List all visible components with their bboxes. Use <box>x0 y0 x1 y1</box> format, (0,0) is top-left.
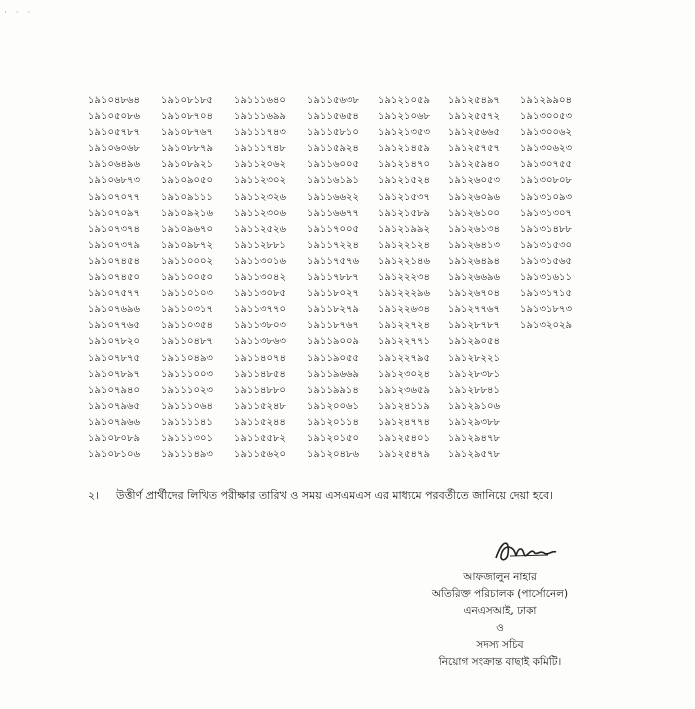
roll-number: ১৯১০৭৯৬৫ <box>88 400 140 412</box>
roll-number: ১৯১০৪৮৬৪ <box>88 95 140 106</box>
roll-number: ১৯১১৩৮০৩ <box>234 320 286 332</box>
roll-number: ১৯১০৭৬৯৬ <box>88 304 140 316</box>
signatory-committee: নিয়োগ সংক্রান্ত বাছাই কমিটি। <box>438 656 562 668</box>
signatory-role: সদস্য সচিব <box>476 639 524 651</box>
roll-number: ১৯১১১৩০১ <box>161 432 213 444</box>
roll-number: ১৯১২১০৫৯ <box>378 95 430 106</box>
roll-number: ১৯১১৪৮৮০ <box>234 384 286 396</box>
roll-number: ১৯১১০৩১৭ <box>161 304 213 316</box>
roll-number: ১৯১২৬১৩৪ <box>448 223 500 235</box>
roll-number: ১৯১২১৫৮৯ <box>378 207 430 219</box>
roll-number: ১৯১০৯২১৬ <box>161 207 213 219</box>
roll-number: ১৯১০৭৭৬৫ <box>88 320 140 332</box>
roll-number: ১৯১০৮১০৬ <box>88 449 140 461</box>
roll-number: ১৯১২৯৫৭৮ <box>448 449 500 461</box>
roll-number: ১৯১২৬০৯৬ <box>448 191 500 203</box>
roll-number: ১৯১২৯৪৭৮ <box>448 432 500 444</box>
roll-number: ১৯১১৯০০৯ <box>307 336 359 348</box>
roll-number: ১৯১২৫৭৫৭ <box>448 143 500 155</box>
roll-column-2 <box>161 93 241 463</box>
roll-number: ১৯১১০৪৮৭ <box>161 336 213 348</box>
signatory-designation: অতিরিক্ত পরিচালক (পার্সোনেল) <box>431 588 569 600</box>
roll-number: ১৯১১৮২৭৯ <box>307 304 359 316</box>
roll-number: ১৯১১৯৯১৪ <box>307 384 359 396</box>
roll-number: ১৯১১৫৬৫৪ <box>307 111 359 123</box>
roll-number: ১৯১২৫৪৭৯ <box>378 449 430 461</box>
roll-number: ১৯১১৩০৮৫ <box>234 288 286 300</box>
roll-number: ১৯১১২৩০৬ <box>234 207 286 219</box>
roll-number: ১৯১৩০৮০৮ <box>520 175 572 187</box>
roll-number: ১৯১২৯০৫৪ <box>448 336 500 348</box>
roll-number: ১৯১৩১৭১৫ <box>520 288 572 300</box>
roll-number: ১৯১১১০৬৪ <box>161 400 213 412</box>
roll-number: ১৯১১১৪৯৩ <box>161 449 213 461</box>
roll-number: ১৯১০৮০৮৯ <box>88 432 140 444</box>
roll-number: ১৯১১৫৯২৪ <box>307 143 359 155</box>
roll-number: ১৯১১১১৪১ <box>161 416 213 428</box>
roll-number: ১৯১২৮৩৮১ <box>448 368 500 380</box>
roll-number: ১৯১২৯১০৬ <box>448 400 500 412</box>
roll-number: ১৯১১৭০০৫ <box>307 223 359 235</box>
roll-number: ১৯১১০০৫০ <box>161 272 213 284</box>
roll-number: ১৯১১০৩৫৪ <box>161 320 213 332</box>
roll-number: ১৯১২০১৫০ <box>307 432 359 444</box>
roll-number: ১৯১২৬৭০৪ <box>448 288 500 300</box>
roll-number: ১৯১১৭৮৮৭ <box>307 272 359 284</box>
roll-number: ১৯১০৭৮৯৭ <box>88 368 140 380</box>
roll-number: ১৯১২৮৭৮৭ <box>448 320 500 332</box>
roll-number: ১৯১২১৪৫৯ <box>378 143 430 155</box>
roll-number: ১৯১৩১৫৩০ <box>520 239 572 251</box>
roll-column-3 <box>234 93 314 463</box>
roll-number: ১৯১২৬৪১৩ <box>448 239 500 251</box>
roll-number: ১৯১২১০৬৮ <box>378 111 430 123</box>
roll-number: ১৯১৩১০৯৩ <box>520 191 572 203</box>
roll-number: ১৯১২৬৬৯৬ <box>448 272 500 284</box>
roll-number: ১৯১১৫২৪৪ <box>234 416 286 428</box>
roll-column-7 <box>520 93 600 334</box>
roll-number: ১৯১৩১৩০৭ <box>520 207 572 219</box>
roll-number: ১৯১০৫৭৮৭ <box>88 127 140 139</box>
signatory-office: এনএসআই, ঢাকা <box>463 605 537 617</box>
roll-number: ১৯১১১০২৩ <box>161 384 213 396</box>
roll-number: ১৯১১৯৬৬৯ <box>307 368 359 380</box>
roll-number: ১৯১১২৮৮১ <box>234 239 286 251</box>
roll-number: ১৯১১১৬৪০ <box>234 95 286 106</box>
roll-column-5 <box>378 93 458 463</box>
roll-number: ১৯১০৮৮৭৯ <box>161 143 213 155</box>
roll-number: ১৯১০৮১৮৫ <box>161 95 213 106</box>
roll-number: ১৯১২৬০৫৩ <box>448 175 500 187</box>
roll-number: ১৯১১৩০১৬ <box>234 255 286 267</box>
roll-number: ১৯১২৮৮৪১ <box>448 384 500 396</box>
roll-number: ১৯১২৬৪৯৪ <box>448 255 500 267</box>
roll-number: ১৯১১৭২২৪ <box>307 239 359 251</box>
roll-number: ১৯১২১৫৩৭ <box>378 191 430 203</box>
roll-number: ১৯১১৬১৯১ <box>307 175 359 187</box>
roll-number: ১৯১১৫৬২০ <box>234 449 286 461</box>
roll-number: ১৯১১১৭৪৮ <box>234 143 286 155</box>
roll-number: ১৯১২৯৩৮৮ <box>448 416 500 428</box>
roll-number: ১৯১১৫৫৮২ <box>234 432 286 444</box>
roll-number: ১৯১২৫৬৬৫ <box>448 127 500 139</box>
roll-number: ১৯১১৯০৫৫ <box>307 352 359 364</box>
roll-number: ১৯১২১৯৯২ <box>378 223 430 235</box>
roll-number: ১৯১১৪৮৫৪ <box>234 368 286 380</box>
roll-number: ১৯১১৬০০৫ <box>307 159 359 171</box>
roll-number: ১৯১০৮৭৬৭ <box>161 127 213 139</box>
roll-number: ১৯১২০০৬১ <box>307 400 359 412</box>
roll-number: ১৯১০৭৯৪০ <box>88 384 140 396</box>
roll-number: ১৯১০৭৪৫০ <box>88 272 140 284</box>
signature-mark <box>490 536 560 566</box>
roll-number: ১৯১২২৭৯৫ <box>378 352 430 364</box>
signatory-name: আফজালুন নাহার <box>463 571 537 583</box>
roll-number: ১৯১১৩০৪২ <box>234 272 286 284</box>
roll-number: ১৯১০৯১১১ <box>161 191 213 203</box>
roll-number: ১৯১২১৫২৪ <box>378 175 430 187</box>
roll-number: ১৯১০৫০৮৬ <box>88 111 140 123</box>
scan-speck: · · · <box>4 8 34 18</box>
roll-number: ১৯১০৭৩৭৯ <box>88 239 140 251</box>
roll-number: ১৯১১৮০২৭ <box>307 288 359 300</box>
roll-column-1 <box>88 93 168 463</box>
roll-column-6 <box>448 93 528 463</box>
roll-number: ১৯১২১৩৫৩ <box>378 127 430 139</box>
roll-number: ১৯১২৩৬৫৯ <box>378 384 430 396</box>
roll-number: ১৯১০৭৩৭৪ <box>88 223 140 235</box>
roll-number: ১৯১১৫৬৩৮ <box>307 95 359 106</box>
roll-number: ১৯১১৬৬২২ <box>307 191 359 203</box>
roll-number: ১৯১৩০৬২৩ <box>520 143 572 155</box>
roll-number: ১৯১২৮২২১ <box>448 352 500 364</box>
roll-number: ১৯১৩০০৫৩ <box>520 111 572 123</box>
roll-number: ১৯১২৬১০০ <box>448 207 500 219</box>
roll-column-4 <box>307 93 387 463</box>
roll-number: ১৯১৩২০২৯ <box>520 320 572 332</box>
roll-number: ১৯১২১৪৭০ <box>378 159 430 171</box>
roll-number: ১৯১০৯৮৭২ <box>161 239 213 251</box>
roll-number: ১৯১২৫৪০১ <box>378 432 430 444</box>
roll-number: ১৯১২২১৪৬ <box>378 255 430 267</box>
roll-number: ১৯১১২৩২৬ <box>234 191 286 203</box>
roll-number: ১৯১২২৭৭১ <box>378 336 430 348</box>
roll-number: ১৯১২২১২৪ <box>378 239 430 251</box>
roll-number: ১৯১১১৬৯৯ <box>234 111 286 123</box>
roll-number: ১৯১২২২৩৪ <box>378 272 430 284</box>
roll-number: ১৯১১৪০৭৪ <box>234 352 286 364</box>
roll-number: ১৯১০৭৯৬৬ <box>88 416 140 428</box>
roll-number: ১৯১০৭০৯৭ <box>88 207 140 219</box>
roll-number: ১৯১২৩০২৪ <box>378 368 430 380</box>
roll-number: ১৯১১২০৬২ <box>234 159 286 171</box>
roll-number: ১৯১২৫৯৪০ <box>448 159 500 171</box>
roll-number: ১৯১০৭৮৭৫ <box>88 352 140 364</box>
roll-number: ১৯১২৪১১৯ <box>378 400 430 412</box>
note-number: ২। <box>88 489 100 502</box>
roll-number: ১৯১২০১১৪ <box>307 416 359 428</box>
note-text: উত্তীর্ণ প্রার্থীদের লিখিত পরীক্ষার তারিখ ও সময় এসএমএস এর মাধ্যমে পরবর্তীতে জানিয়ে দেয়া হবে। <box>116 489 554 502</box>
roll-number: ১৯১১৩৮৬৩ <box>234 336 286 348</box>
roll-number: ১৯১১১৭৪৩ <box>234 127 286 139</box>
roll-number: ১৯১০৮৯২১ <box>161 159 213 171</box>
roll-number: ১৯১০৭৫৭৭ <box>88 288 140 300</box>
roll-number: ১৯১০৬০৬৮ <box>88 143 140 155</box>
roll-number: ১৯১২৪৭৭৪ <box>378 416 430 428</box>
roll-number: ১৯১১১০০৩ <box>161 368 213 380</box>
roll-number: ১৯১০৯০৫০ <box>161 175 213 187</box>
roll-number: ১৯১০৭৮২০ <box>88 336 140 348</box>
roll-number: ১৯১১০৪৯৩ <box>161 352 213 364</box>
roll-number: ১৯১২২৬৩৪ <box>378 304 430 316</box>
roll-number: ১৯১৩০৭৫৫ <box>520 159 572 171</box>
roll-number: ১৯১১৫২৪৮ <box>234 400 286 412</box>
roll-number: ১৯১২২৭২৪ <box>378 320 430 332</box>
roll-number: ১৯১১৫৮১০ <box>307 127 359 139</box>
roll-number: ১৯১১৬৬৭৭ <box>307 207 359 219</box>
roll-number: ১৯১৩১৫৬৫ <box>520 255 572 267</box>
roll-number: ১৯১২৫৪৯৭ <box>448 95 500 106</box>
roll-number: ১৯১১৮৭৬৭ <box>307 320 359 332</box>
roll-number: ১৯১৩০০৬২ <box>520 127 572 139</box>
roll-number: ১৯১৩১৮৭৩ <box>520 304 572 316</box>
roll-number: ১৯১৩১৬১১ <box>520 272 572 284</box>
roll-number: ১৯১২৭৭৬৭ <box>448 304 500 316</box>
roll-number: ১৯১১০০০২ <box>161 255 213 267</box>
roll-number: ১৯১২২২৯৬ <box>378 288 430 300</box>
roll-number: ১৯১০৮৭০৪ <box>161 111 213 123</box>
roll-number: ১৯১০৬৮৭৩ <box>88 175 140 187</box>
roll-number: ১৯১১৭৫৭৬ <box>307 255 359 267</box>
roll-number: ১৯১২০৪৮৬ <box>307 449 359 461</box>
signatory-and: ও <box>496 622 504 634</box>
roll-number: ১৯১১৩৭৭০ <box>234 304 286 316</box>
roll-number: ১৯১০৯৬৭০ <box>161 223 213 235</box>
roll-number: ১৯১০৭০৭৭ <box>88 191 140 203</box>
roll-number: ১৯১৩১৪৮৮ <box>520 223 572 235</box>
roll-number: ১৯১১০১০৩ <box>161 288 213 300</box>
roll-number: ১৯১২৫৫৭২ <box>448 111 500 123</box>
roll-number: ১৯১১২৫২৬ <box>234 223 286 235</box>
roll-number: ১৯১১২৩০২ <box>234 175 286 187</box>
roll-number: ১৯১০৬৪৯৬ <box>88 159 140 171</box>
roll-number: ১৯১০৭৪৫৪ <box>88 255 140 267</box>
roll-number: ১৯১২৯৯০৪ <box>520 95 572 106</box>
